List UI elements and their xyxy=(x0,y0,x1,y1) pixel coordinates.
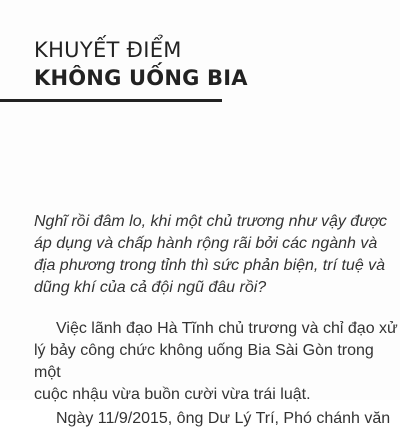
chapter-title xyxy=(34,36,248,92)
title-underline-rule xyxy=(0,99,222,102)
body-paragraph: Việc lãnh đạo Hà Tĩnh chủ trương và chỉ đạo xử lý bảy công chức không uống Bia Sài Gòn trong một cuộc nhậu vừa buồn cười vừa trái luật. xyxy=(34,320,398,403)
body-text xyxy=(34,318,400,430)
chapter-title-line2: KHÔNG UỐNG BIA xyxy=(34,66,248,90)
chapter-title-line1: KHUYẾT ĐIỂM xyxy=(34,38,182,62)
epigraph-quote: Nghĩ rồi đâm lo, khi một chủ trương như vậy được áp dụng và chấp hành rộng rãi bởi các ngành và địa phương trong tỉnh thì sức phản biện, trí tuệ và dũng khí của cả đội ngũ đâu rồi? xyxy=(34,213,388,296)
body-paragraph-partial: Ngày 11/9/2015, ông Dư Lý Trí, Phó chánh văn xyxy=(56,410,391,427)
